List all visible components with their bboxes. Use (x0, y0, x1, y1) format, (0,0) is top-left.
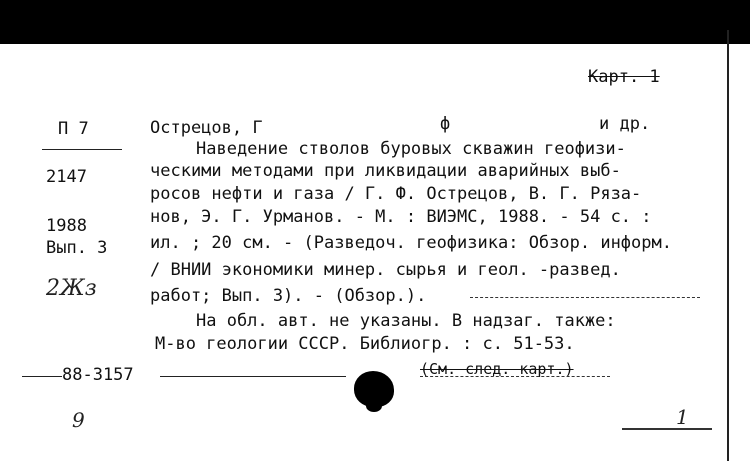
body-line: ил. ; 20 см. - (Разведоч. геофизика: Обзор. информ. (150, 233, 672, 253)
bottom-left-mark: 9 (72, 408, 85, 432)
scan-top-border (0, 0, 750, 44)
publication-year: 1988 (46, 216, 87, 236)
note-line: На обл. авт. не указаны. В надзаг. также: (196, 311, 616, 331)
author-initial: ф (440, 114, 451, 134)
card-index-number: 2147 (46, 167, 87, 187)
issue-number: Вып. 3 (46, 238, 108, 258)
card-number: Карт. 1 (588, 67, 660, 87)
body-line: / ВНИИ экономики минер. сырья и геол. -развед. (150, 260, 621, 280)
footer-code: 88-3157 (62, 365, 134, 385)
note-line: М-во геологии СССР. Библиогр. : с. 51-53. (155, 334, 575, 354)
handwritten-mark: 2Жз (46, 276, 97, 301)
footer-dash-line (420, 376, 610, 377)
shelf-mark: П 7 (58, 119, 89, 139)
ink-blot-drip (366, 400, 382, 412)
bottom-stamp (622, 428, 712, 458)
faint-dash-line (470, 297, 700, 298)
footer-rule-left (22, 376, 62, 377)
card-right-edge (727, 30, 729, 461)
author-name: Острецов, Г (150, 118, 263, 138)
bottom-right-mark: 1 (676, 405, 689, 429)
body-line: Наведение стволов буровых скважин геофизи- (196, 139, 626, 159)
and-others: и др. (599, 114, 651, 134)
footer-rule-right (160, 376, 346, 377)
body-line: росов нефти и газа / Г. Ф. Острецов, В. Г. Ряза- (150, 184, 642, 204)
see-next-card: (См. след. карт.) (420, 360, 574, 378)
body-line: ческими методами при ликвидации аварийных выб- (150, 161, 621, 181)
shelf-mark-rule (42, 149, 122, 150)
body-line: работ; Вып. 3). - (Обзор.). (150, 286, 427, 306)
body-line: нов, Э. Г. Урманов. - М. : ВИЭМС, 1988. - 54 с. : (150, 207, 652, 227)
